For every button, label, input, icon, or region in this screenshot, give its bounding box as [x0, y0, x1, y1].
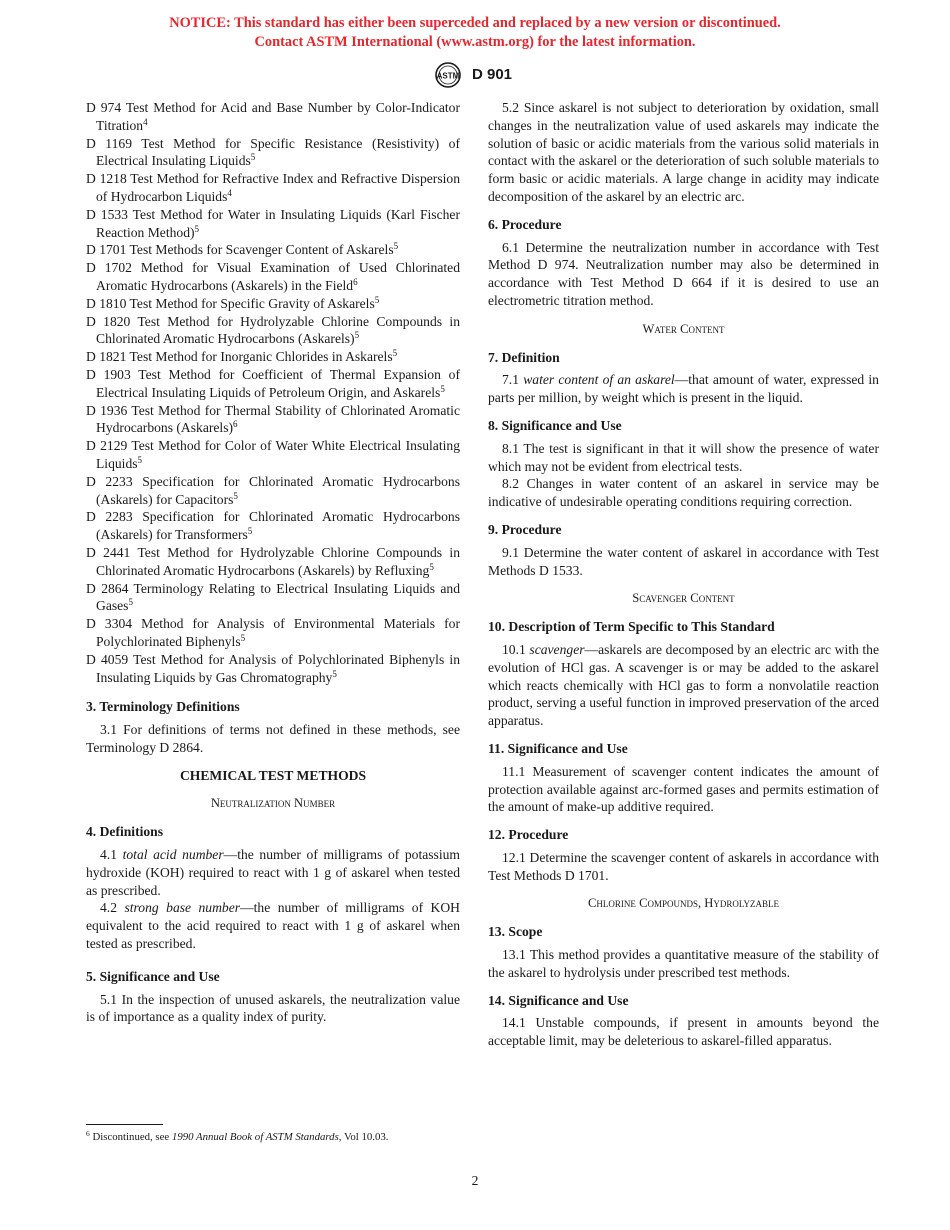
footnote-marker: 5 — [247, 526, 253, 537]
reference-item — [86, 259, 460, 295]
section-5-heading: 5. Significance and Use — [86, 968, 220, 984]
para-4-1: 4.1 total acid number—the number of milligrams of potassium hydroxide (KOH) required to react with 1 g of askarel when tested as prescribed. — [86, 847, 460, 898]
para-12-1: 12.1 Determine the scavenger content of askarels in accordance with Test Methods D 1701. — [488, 849, 879, 883]
reference-text: D 1821 Test Method for Inorganic Chlorides in Askarels — [86, 349, 393, 365]
reference-text: D 2441 Test Method for Hydrolyzable Chlorine Compounds in Chlorinated Aromatic Hydrocarbons (Askarels) by Refluxing — [86, 544, 460, 578]
reference-text: D 1169 Test Method for Specific Resistance (Resistivity) of Electrical Insulating Liquids — [86, 135, 460, 169]
para-6-1: 6.1 Determine the neutralization number in accordance with Test Method D 974. Neutralization number may also be determined in accordance with Test Method D 664 if it is desired to use an electrometric titration method. — [488, 239, 879, 308]
reference-list — [86, 99, 460, 686]
reference-text: D 1936 Test Method for Thermal Stability of Chlorinated Aromatic Hydrocarbons (Askarels) — [86, 402, 460, 436]
section-3-heading: 3. Terminology Definitions — [86, 699, 240, 715]
reference-text: D 1218 Test Method for Refractive Index and Refractive Dispersion of Hydrocarbon Liquids — [86, 171, 460, 204]
chlorine-compounds-heading: Chlorine Compounds, Hydrolyzable — [588, 896, 779, 911]
para-10-1: 10.1 scavenger—askarels are decomposed by an electric arc with the evolution of HCl gas. A scavenger is or may be added to the askarel which reacts chemically with HCl gas to form a nonvolatile reaction product, serving a useful function in improved preservation of the arced apparatus. — [488, 641, 880, 729]
footnote-6: $^6$ Discontinued, see 1990 Annual Book of ASTM Standards, Vol 10.03. — [86, 1129, 389, 1143]
para-4-2: 4.2 strong base number—the number of milligrams of KOH equivalent to the acid required to react with 1 g of askarel when tested as prescribed. — [86, 900, 460, 952]
para-5-1: 5.1 In the inspection of unused askarels, the neutralization value is of importance as a quality index of purity. — [86, 991, 460, 1025]
para-7-1: 7.1 water content of an askarel—that amount of water, expressed in parts per million, by weight which is present in the liquid. — [488, 372, 879, 406]
chemical-test-methods-heading: CHEMICAL TEST METHODS — [179, 767, 367, 783]
footnote-marker: 5 — [354, 330, 360, 341]
footnote-marker: 5 — [137, 454, 143, 465]
para-13-1: 13.1 This method provides a quantitative measure of the stability of the askarel to hydrolysis under prescribed test methods. — [488, 947, 879, 980]
reference-item — [86, 544, 460, 580]
section-12-heading: 12. Procedure — [488, 827, 569, 843]
neutralization-number-heading: Neutralization Number — [210, 796, 336, 811]
section-14-heading: 14. Significance and Use — [488, 992, 629, 1008]
footnote-marker: 5 — [194, 223, 200, 234]
reference-item — [86, 99, 460, 135]
left-column — [86, 99, 460, 1026]
reference-item — [86, 437, 460, 473]
reference-item — [86, 508, 460, 544]
para-5-2: 5.2 Since askarel is not subject to deterioration by oxidation, small changes in the neutralization value of used askarels may indicate the solution of basic or acidic materials from the various solid materials in contact with the askarel or the deterioration of such soluble materials to form basic or acidic materials. A large change in acidity may indicate decomposition of the askarel by an electric arc. — [488, 100, 879, 204]
reference-text: D 1533 Test Method for Water in Insulating Liquids (Karl Fischer Reaction Method) — [86, 206, 460, 240]
reference-item — [86, 313, 460, 349]
para-14-1: 14.1 Unstable compounds, if present in amounts beyond the acceptable limit, may be deleterious to askarel-filled apparatus. — [488, 1015, 879, 1049]
footnote-marker: 5 — [128, 597, 133, 608]
footnote-marker: 5 — [250, 152, 256, 163]
reference-text: D 2129 Test Method for Color of Water White Electrical Insulating Liquids — [86, 438, 460, 471]
section-7-heading: 7. Definition — [488, 349, 560, 365]
para-9-1: 9.1 Determine the water content of askarel in accordance with Test Methods D 1533. — [488, 544, 879, 578]
reference-text: D 2233 Specification for Chlorinated Aromatic Hydrocarbons (Askarels) for Capacitors — [86, 473, 460, 507]
section-13-heading: 13. Scope — [488, 924, 543, 940]
reference-item — [86, 241, 460, 259]
para-8-1: 8.1 The test is significant in that it will show the presence of water which may not be evident from electrical tests. — [488, 440, 879, 474]
notice-line-1: NOTICE: This standard has either been superceded and replaced by a new version or discontinued. — [169, 15, 781, 31]
reference-text: D 1903 Test Method for Coefficient of Thermal Expansion of Electrical Insulating Liquids of Petroleum Origin, and Askarels — [86, 366, 460, 400]
footnote-marker: 5 — [233, 490, 238, 501]
reference-item — [86, 473, 460, 509]
reference-item — [86, 206, 460, 242]
notice-banner — [0, 14, 950, 52]
footnote-marker: 5 — [392, 348, 398, 359]
reference-text: D 1702 Method for Visual Examination of Used Chlorinated Aromatic Hydrocarbons (Askarels) in the Field — [86, 260, 460, 293]
reference-item — [86, 295, 460, 313]
page-number: 2 — [471, 1173, 479, 1188]
astm-logo-text: ASTM — [436, 71, 460, 81]
designation: D 901 — [472, 66, 513, 84]
reference-text: D 3304 Method for Analysis of Environmental Materials for Polychlorinated Biphenyls — [86, 616, 460, 649]
footnote-marker: 4 — [227, 187, 232, 198]
footnote-marker: 5 — [240, 632, 246, 643]
reference-text: D 1701 Test Methods for Scavenger Content of Askarels — [86, 242, 394, 258]
reference-item — [86, 651, 460, 687]
reference-item — [86, 170, 460, 206]
footnote-marker: 5 — [429, 561, 434, 572]
section-11-heading: 11. Significance and Use — [488, 740, 628, 756]
footnote-marker: 5 — [374, 294, 380, 305]
reference-text: D 1810 Test Method for Specific Gravity of Askarels — [86, 295, 375, 311]
para-3-1: 3.1 For definitions of terms not defined in these methods, see Terminology D 2864. — [86, 722, 460, 755]
footnote-marker: 5 — [393, 241, 399, 252]
reference-item — [86, 135, 460, 171]
right-column — [488, 99, 879, 1050]
astm-logo-icon — [430, 62, 466, 88]
document-header — [430, 62, 512, 88]
para-11-1: 11.1 Measurement of scavenger content indicates the amount of protection available against arc-formed gases and permits estimation of the amount of make-up additive required. — [488, 763, 879, 815]
footnote-marker: 5 — [440, 383, 445, 394]
section-8-heading: 8. Significance and Use — [488, 417, 622, 433]
reference-item — [86, 402, 460, 438]
footnote-marker: 6 — [353, 276, 358, 287]
section-6-heading: 6. Procedure — [488, 216, 562, 232]
reference-item — [86, 615, 460, 651]
reference-item — [86, 366, 460, 402]
reference-item — [86, 348, 460, 366]
footnote-marker: 4 — [143, 116, 148, 127]
reference-text: D 2283 Specification for Chlorinated Aromatic Hydrocarbons (Askarels) for Transformers — [86, 509, 460, 543]
footnote-divider — [86, 1124, 163, 1125]
reference-text: D 1820 Test Method for Hydrolyzable Chlorine Compounds in Chlorinated Aromatic Hydrocarbons (Askarels) — [86, 313, 460, 347]
notice-line-2: Contact ASTM International (www.astm.org) for the latest information. — [254, 34, 696, 50]
reference-item — [86, 580, 460, 616]
section-10-heading: 10. Description of Term Specific to This Standard — [488, 619, 775, 635]
reference-text: D 974 Test Method for Acid and Base Number by Color-Indicator Titration — [86, 100, 460, 133]
para-8-2: 8.2 Changes in water content of an askarel in service may be indicative of undesirable operating conditions requiring correction. — [488, 476, 879, 510]
footnote-marker: 5 — [332, 668, 337, 679]
section-9-heading: 9. Procedure — [488, 521, 562, 537]
footnote-marker: 6 — [233, 419, 238, 430]
scavenger-content-heading: Scavenger Content — [632, 591, 735, 606]
reference-text: D 2864 Terminology Relating to Electrical Insulating Liquids and Gases — [86, 580, 460, 614]
water-content-heading: Water Content — [642, 321, 725, 336]
reference-text: D 4059 Test Method for Analysis of Polychlorinated Biphenyls in Insulating Liquids by Gas Chromatography — [86, 651, 460, 685]
section-4-heading: 4. Definitions — [86, 824, 164, 840]
